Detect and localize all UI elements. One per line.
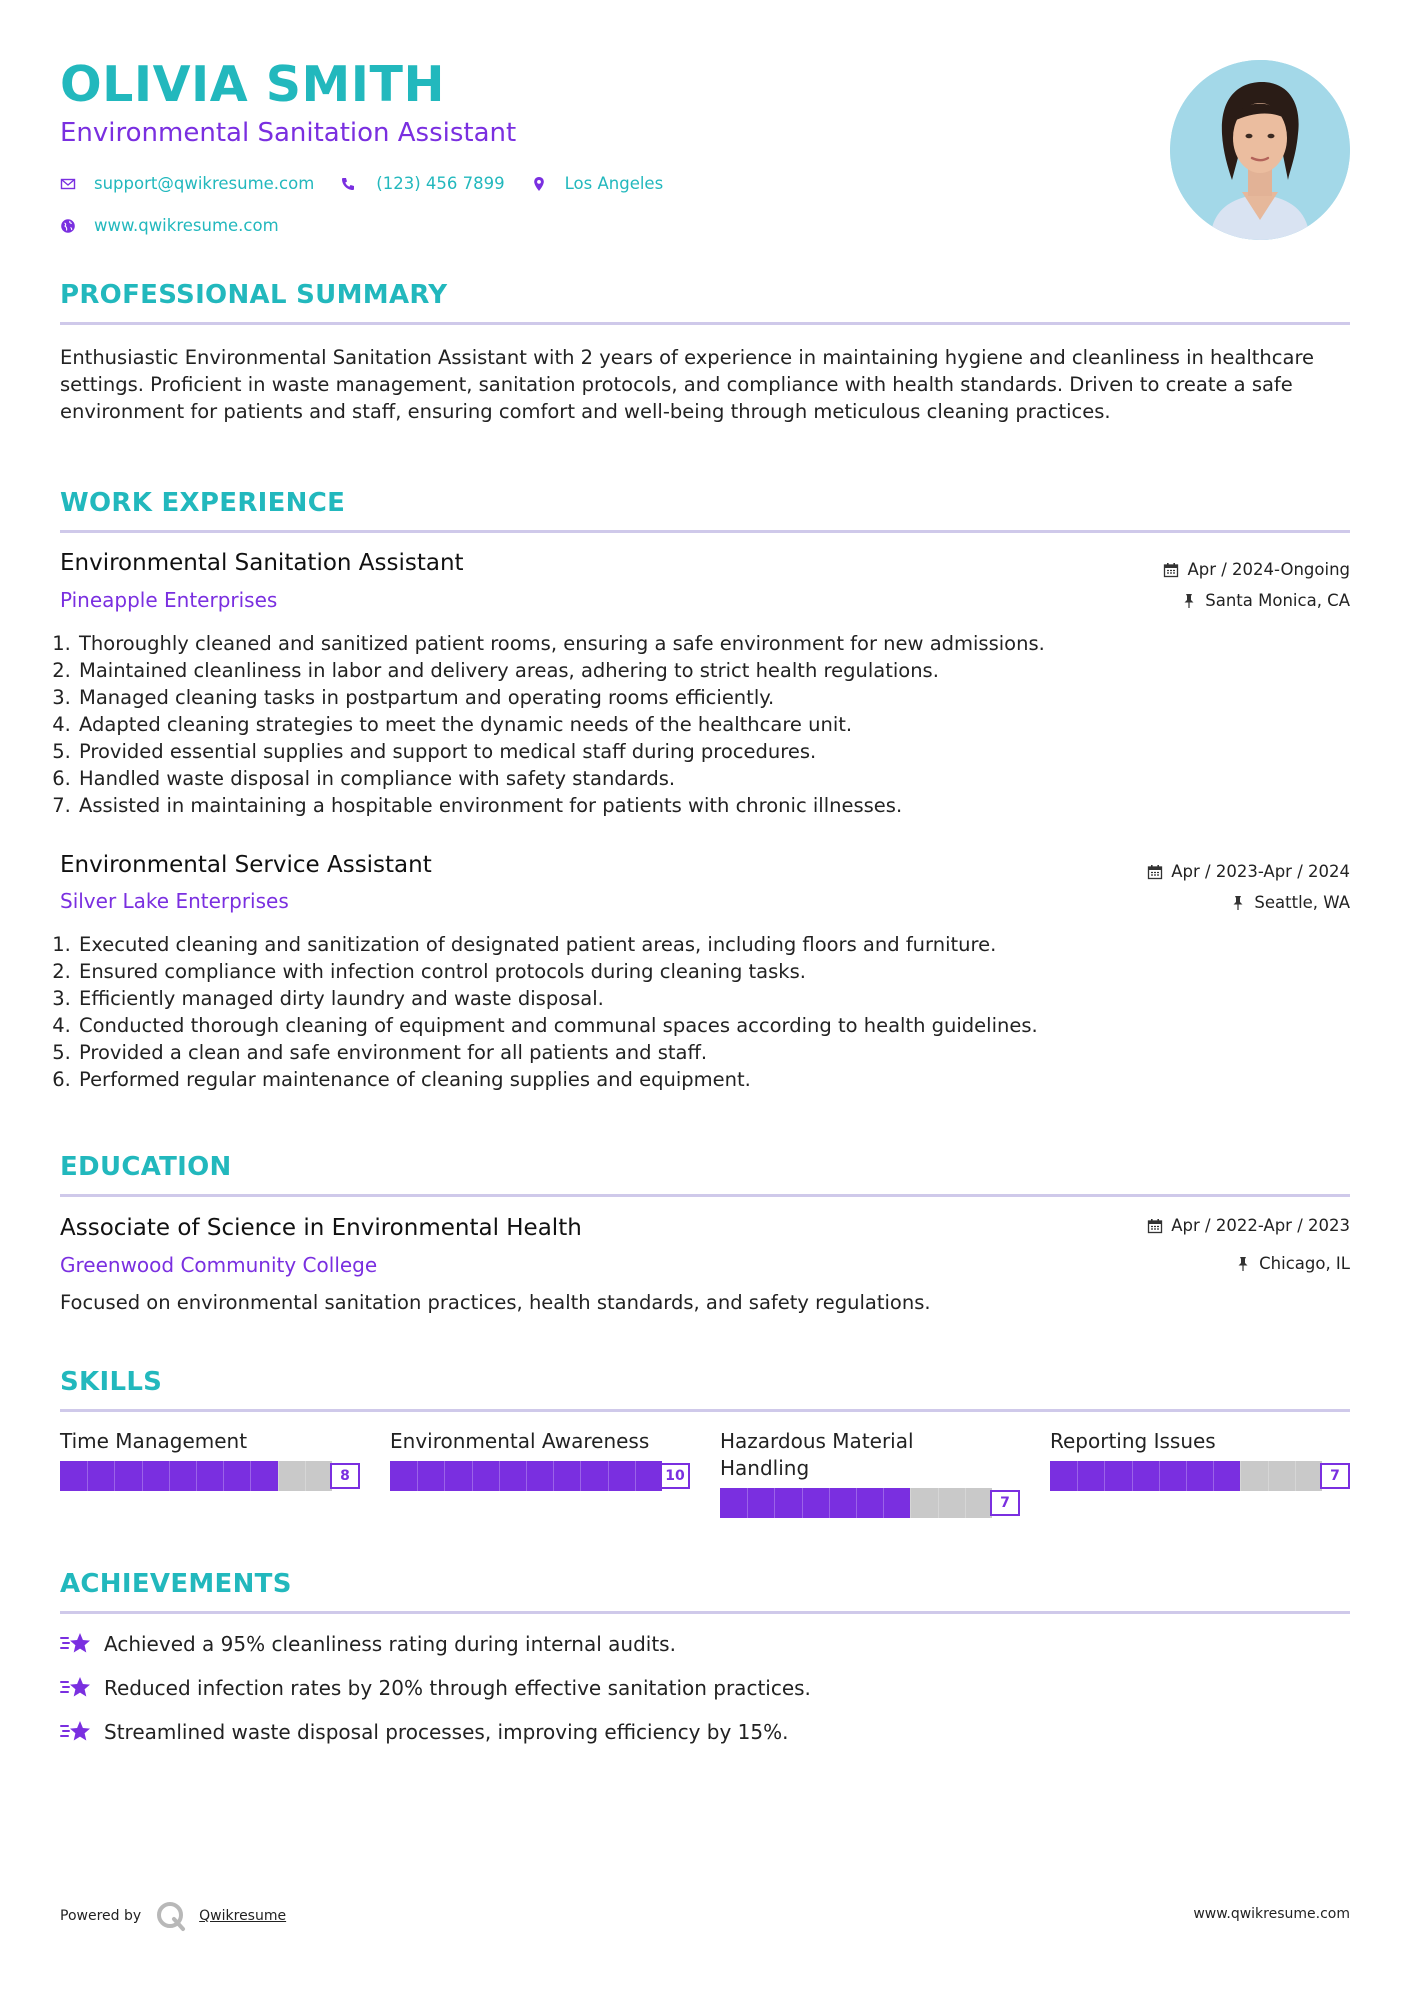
skill-bar-segment [1213,1461,1214,1491]
skill-bar-segment [1240,1461,1241,1491]
pushpin-icon [1181,593,1197,609]
education-description: Focused on environmental sanitation practices, health standards, and safety regulations. [60,1291,931,1314]
skill-bar-segment [747,1488,748,1518]
section-title-experience: WORK EXPERIENCE [60,488,346,518]
skill-item [1050,1428,1350,1491]
skill-bar [1050,1461,1350,1491]
bullet-item: 1. Thoroughly cleaned and sanitized patient rooms, ensuring a safe environment for new admissions. [77,630,1347,657]
candidate-name: OLIVIA SMITH [60,56,445,113]
skill-bar-segment [444,1461,445,1491]
job-title: Environmental Sanitation Assistant [60,550,464,576]
bullet-item: 7. Assisted in maintaining a hospitable environment for patients with chronic illnesses. [77,792,1347,819]
bullet-item: 3. Managed cleaning tasks in postpartum and operating rooms efficiently. [77,684,1347,711]
map-pin-icon [531,176,547,192]
achievement-item [60,1674,811,1702]
skill-bar-segment [1295,1461,1296,1491]
contact-row-primary [60,174,689,193]
job-dates-text: Apr / 2024-Ongoing [1187,560,1350,579]
skill-bar-segment [1132,1461,1133,1491]
skill-bar-segment [305,1461,306,1491]
section-divider [60,530,1350,533]
skill-bar-segment [169,1461,170,1491]
bullet-item: 2. Ensured compliance with infection control protocols during cleaning tasks. [77,958,1347,985]
location-text: Los Angeles [564,174,664,193]
skill-bar-segment [1186,1461,1187,1491]
bullet-item: 2. Maintained cleanliness in labor and delivery areas, adhering to strict health regulations. [77,657,1347,684]
skill-bar-fill [720,1488,910,1518]
footer-url[interactable]: www.qwikresume.com [1193,1906,1350,1922]
calendar-icon [1163,562,1179,578]
resume-page [60,0,1350,1990]
job-bullets [60,931,1347,1093]
achievement-item [60,1630,676,1658]
company-name: Silver Lake Enterprises [60,889,289,913]
email-text: support@qwikresume.com [94,174,315,193]
skill-bar [720,1488,1020,1518]
skill-bar-segment [965,1488,966,1518]
pushpin-icon [1235,1256,1251,1272]
degree-title: Associate of Science in Environmental Health [60,1215,582,1241]
job-location [1230,893,1350,912]
bullet-item: 5. Provided essential supplies and support to medical staff during procedures. [77,738,1347,765]
contact-location [531,174,664,193]
job-dates-text: Apr / 2023-Apr / 2024 [1171,862,1350,881]
skill-bar [390,1461,690,1491]
skill-level-badge: 7 [1320,1463,1350,1489]
section-title-education: EDUCATION [60,1152,232,1182]
star-icon [60,1674,92,1702]
skill-bar-segment [829,1488,830,1518]
bullet-item: 3. Efficiently managed dirty laundry and waste disposal. [77,985,1347,1012]
candidate-role: Environmental Sanitation Assistant [60,118,517,148]
skill-level-badge: 7 [990,1490,1020,1516]
profile-photo-image [1170,60,1350,240]
pushpin-icon [1230,895,1246,911]
skill-level-badge: 8 [330,1463,360,1489]
skill-bar-segment [1268,1461,1269,1491]
skill-bar-segment [417,1461,418,1491]
skill-name: Hazardous Material Handling [720,1429,914,1480]
achievement-text: Streamlined waste disposal processes, improving efficiency by 15%. [104,1720,789,1744]
section-divider [60,1409,1350,1412]
skill-bar-segment [250,1461,251,1491]
envelope-icon [60,176,76,192]
contact-website[interactable] [60,216,279,235]
phone-icon [340,176,356,192]
contact-phone[interactable] [340,174,504,193]
footer-powered-by [60,1900,286,1932]
skill-bar-segment [1159,1461,1160,1491]
profile-photo [1170,60,1350,240]
section-title-achievements: ACHIEVEMENTS [60,1569,292,1599]
skill-bar-segment [856,1488,857,1518]
skill-bar-segment [114,1461,115,1491]
job-title: Environmental Service Assistant [60,852,432,878]
skill-item [60,1428,360,1491]
website-text: www.qwikresume.com [94,216,279,235]
skill-bar-segment [1104,1461,1105,1491]
skill-bar-segment [1077,1461,1078,1491]
job-dates [1163,560,1350,579]
bullet-item: 4. Conducted thorough cleaning of equipment and communal spaces according to health guidelines. [77,1012,1347,1039]
skill-bar-segment [635,1461,636,1491]
achievement-item [60,1718,788,1746]
skill-bar-segment [883,1488,884,1518]
job-location-text: Santa Monica, CA [1205,591,1350,610]
job-dates [1147,862,1350,881]
qwikresume-logo-icon [155,1900,187,1932]
skill-name: Environmental Awareness [390,1429,650,1453]
skill-bar-segment [553,1461,554,1491]
phone-text: (123) 456 7899 [376,174,505,193]
skill-bar-segment [774,1488,775,1518]
section-title-summary: PROFESSIONAL SUMMARY [60,280,448,310]
skill-bar [60,1461,360,1491]
globe-icon [60,218,76,234]
education-dates-text: Apr / 2022-Apr / 2023 [1171,1216,1350,1235]
job-location-text: Seattle, WA [1254,893,1350,912]
education-dates [1147,1216,1350,1235]
skill-bar-segment [580,1461,581,1491]
bullet-item: 1. Executed cleaning and sanitization of designated patient areas, including floors and furniture. [77,931,1347,958]
skill-bar-segment [499,1461,500,1491]
section-divider [60,1194,1350,1197]
bullet-item: 5. Provided a clean and safe environment for all patients and staff. [77,1039,1347,1066]
education-location-text: Chicago, IL [1259,1254,1350,1273]
powered-by-text: Powered by [60,1908,142,1924]
star-icon [60,1718,92,1746]
section-divider [60,322,1350,325]
summary-text: Enthusiastic Environmental Sanitation Assistant with 2 years of experience in maintaining hygiene and cleanliness in healthcare settings. Proficient in waste management, sanitation protocols, and compliance with health standards. Driven to create a safe environment for patients and staff, ensuring comfort and well-being through meticulous cleaning practices. [60,346,1315,423]
job-location [1181,591,1350,610]
bullet-item: 6. Performed regular maintenance of cleaning supplies and equipment. [77,1066,1347,1093]
skill-level-badge: 10 [660,1463,690,1489]
skill-bar-segment [910,1488,911,1518]
achievement-text: Reduced infection rates by 20% through effective sanitation practices. [104,1676,811,1700]
skill-bar-segment [802,1488,803,1518]
company-name: Pineapple Enterprises [60,588,278,612]
skill-item [390,1428,690,1491]
achievement-text: Achieved a 95% cleanliness rating during internal audits. [104,1632,676,1656]
school-name: Greenwood Community College [60,1253,378,1277]
skill-bar-segment [196,1461,197,1491]
bullet-item: 4. Adapted cleaning strategies to meet the dynamic needs of the healthcare unit. [77,711,1347,738]
skill-bar-segment [142,1461,143,1491]
skill-bar-segment [472,1461,473,1491]
skill-bar-segment [608,1461,609,1491]
skill-bar-segment [87,1461,88,1491]
education-location [1235,1254,1350,1273]
skill-bar-segment [223,1461,224,1491]
contact-email[interactable] [60,174,314,193]
skill-name: Time Management [60,1429,248,1453]
contact-row-secondary [60,216,305,235]
skill-bar-fill [1050,1461,1240,1491]
skill-bar-segment [526,1461,527,1491]
qwikresume-link[interactable]: Qwikresume [199,1908,287,1924]
star-icon [60,1630,92,1658]
calendar-icon [1147,1218,1163,1234]
section-divider [60,1611,1350,1614]
skill-bar-segment [938,1488,939,1518]
skill-item [720,1428,1020,1518]
bullet-item: 6. Handled waste disposal in compliance with safety standards. [77,765,1347,792]
skill-name: Reporting Issues [1050,1429,1216,1453]
job-bullets [60,630,1347,819]
skill-bar-segment [278,1461,279,1491]
section-title-skills: SKILLS [60,1367,163,1397]
calendar-icon [1147,864,1163,880]
